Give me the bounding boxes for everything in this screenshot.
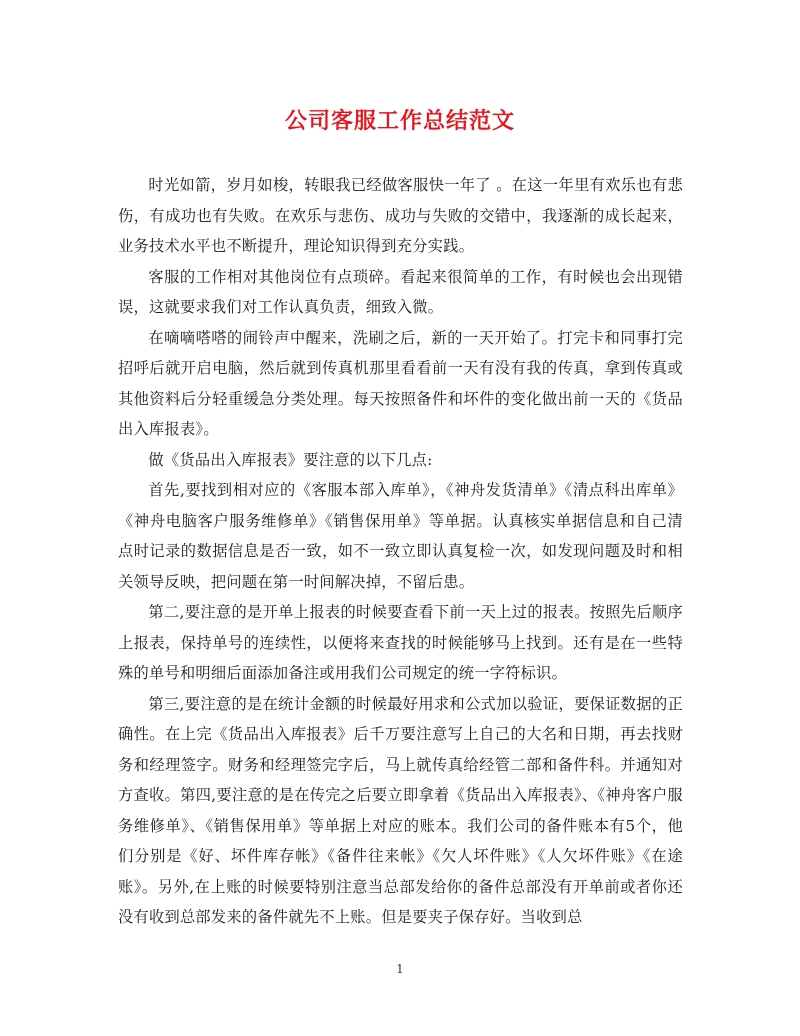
paragraph: 时光如箭，岁月如梭，转眼我已经做客服快一年了 。在这一年里有欢乐也有悲伤，有成功也有失败。在欢乐与悲伤、成功与失败的交错中，我逐渐的成长起来，业务技术水平也不断提升，理论知识得到充分实践。 <box>118 176 683 255</box>
paragraph: 客服的工作相对其他岗位有点琐碎。看起来很简单的工作，有时候也会出现错误，这就要求我们对工作认真负责，细致入微。 <box>118 267 683 316</box>
paragraph: 做《货品出入库报表》要注意的以下几点: <box>148 450 433 469</box>
paragraph: 在嘀嘀嗒嗒的闹铃声中醒来，洗刷之后，新的一天开始了。打完卡和同事打完招呼后就开启电脑，然后就到传真机那里看看前一天有没有我的传真，拿到传真或其他资料后分轻重缓急分类处理。每天按照备件和坏件的变化做出前一天的《货品出入库报表》。 <box>118 328 683 438</box>
page-title: 公司客服工作总结范文 <box>284 108 515 134</box>
paragraph: 第二,要注意的是开单上报表的时候要查看下前一天上过的报表。按照先后顺序上报表，保持单号的连续性，以便将来查找的时候能够马上找到。还有是在一些特殊的单号和明细后面添加备注或用我们公司规定的统一字符标识。 <box>118 603 683 682</box>
paragraph: 首先,要找到相对应的《客服本部入库单》，《神舟发货清单》《清点科出库单》《神舟电脑客户服务维修单》《销售保用单》等单据。认真核实单据信息和自己清点时记录的数据信息是否一致，如不一致立即认真复检一次，如发现问题及时和相关领导反映，把问题在第一时间解决掉，不留后患。 <box>118 481 683 591</box>
paragraph: 第三,要注意的是在统计金额的时候最好用求和公式加以验证，要保证数据的正确性。在上完《货品出入库报表》后千万要注意写上自己的大名和日期，再去找财务和经理签字。财务和经理签完字后，马上就传真给经管二部和备件科。并通知对方查收。第四,要注意的是在传完之后要立即拿着《货品出入库报表》、《神舟客户服务维修单》、《销售保用单》等单据上对应的账本。我们公司的备件账本有5个，他们分别是《好、坏件库存帐》《备件往来帐》《欠人坏件账》《人欠坏件账》《在途账》。另外,在上账的时候要特别注意当总部发给你的备件总部没有开单前或者你还没有收到总部发来的备件就先不上账。但是要夹子保存好。当收到总 <box>118 694 683 926</box>
page-number: 1 <box>396 962 404 976</box>
document-body <box>118 170 683 933</box>
